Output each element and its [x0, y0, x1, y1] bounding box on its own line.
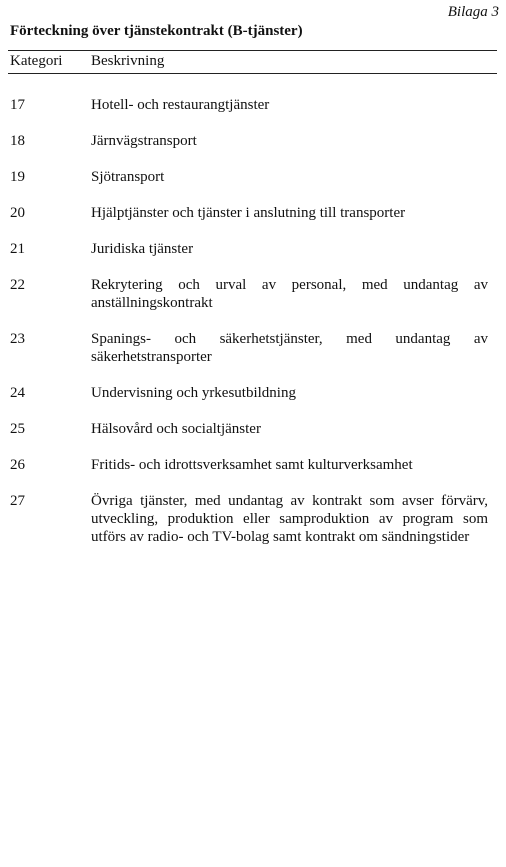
category-cell: 17	[10, 97, 25, 113]
description-cell: Spanings- och säkerhetstjänster, med undantag av säkerhetstransporter	[91, 331, 488, 365]
table-row	[0, 492, 506, 546]
description-cell: Hotell- och restaurangtjänster	[91, 97, 270, 113]
table-row	[0, 330, 506, 366]
description-cell: Fritids- och idrottsverksamhet samt kulturverksamhet	[91, 457, 413, 473]
description-cell: Järnvägstransport	[91, 133, 197, 149]
table-row	[0, 204, 506, 222]
service-contracts-table	[0, 50, 506, 564]
category-cell: 22	[10, 277, 25, 293]
table-header-row	[8, 50, 497, 74]
table-row	[0, 456, 506, 474]
header-description: Beskrivning	[91, 53, 165, 69]
appendix-label: Bilaga 3	[447, 4, 499, 20]
table-row	[0, 276, 506, 312]
table-row	[0, 384, 506, 402]
description-cell: Juridiska tjänster	[91, 241, 194, 257]
table-row	[0, 240, 506, 258]
table-row	[0, 420, 506, 438]
category-cell: 27	[10, 493, 25, 509]
description-cell: Rekrytering och urval av personal, med undantag av anställningskontrakt	[91, 277, 488, 311]
category-cell: 23	[10, 331, 25, 347]
table-body	[0, 96, 506, 546]
category-cell: 25	[10, 421, 25, 437]
category-cell: 21	[10, 241, 25, 257]
category-cell: 26	[10, 457, 25, 473]
category-cell: 20	[10, 205, 25, 221]
header-category: Kategori	[10, 53, 63, 69]
category-cell: 24	[10, 385, 25, 401]
table-row	[0, 132, 506, 150]
description-cell: Sjötransport	[91, 169, 165, 185]
description-cell: Hjälptjänster och tjänster i anslutning till transporter	[91, 205, 406, 221]
description-cell: Undervisning och yrkesutbildning	[91, 385, 296, 401]
category-cell: 18	[10, 133, 25, 149]
document-title: Förteckning över tjänstekontrakt (B-tjänster)	[10, 23, 303, 39]
table-row	[0, 96, 506, 114]
description-cell: Hälsovård och socialtjänster	[91, 421, 261, 437]
description-cell: Övriga tjänster, med undantag av kontrakt som avser förvärv, utveckling, produktion eller samproduktion av program som utförs av radio- och TV-bolag samt kontrakt om sändningstider	[91, 493, 488, 545]
table-row	[0, 168, 506, 186]
category-cell: 19	[10, 169, 25, 185]
